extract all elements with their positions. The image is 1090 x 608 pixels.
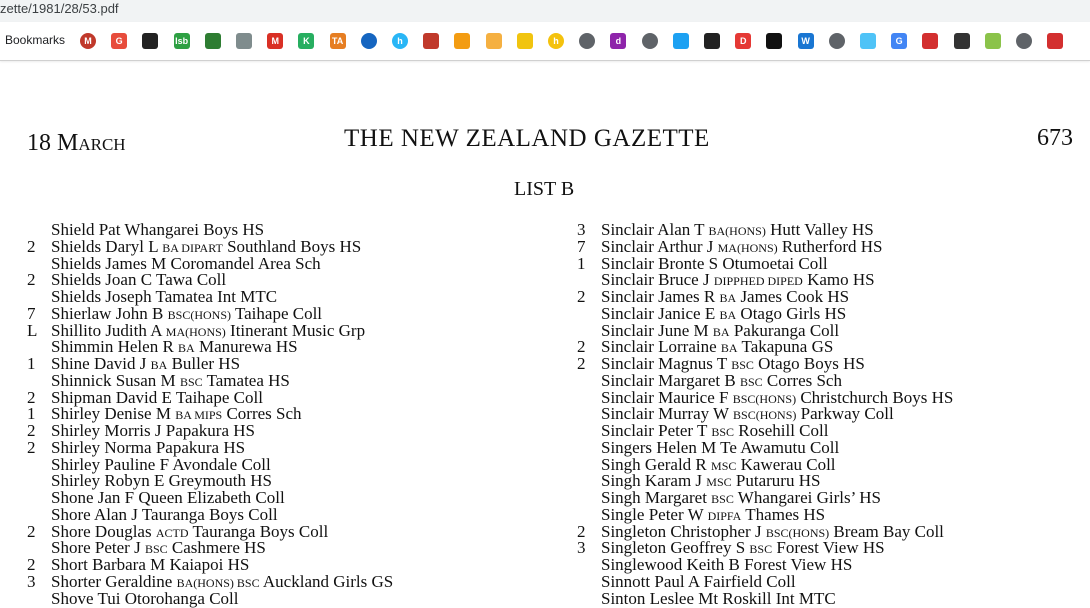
entry-school: Thames HS — [741, 504, 826, 524]
entry-name: Sinclair June M — [601, 320, 713, 340]
entry-qualification: MA(HONS) — [165, 324, 226, 339]
entry-qualification: BSC(HONS) — [167, 307, 231, 322]
entry-school: Pakuranga Coll — [729, 320, 840, 340]
pocket-icon[interactable] — [704, 33, 720, 49]
entry-name: Shields James M — [51, 253, 171, 273]
entry-name: Sinclair Lorraine — [601, 337, 721, 357]
entry-number: 7 — [27, 303, 36, 323]
entry-school: Otago Girls HS — [736, 303, 847, 323]
grey-badge-icon[interactable] — [236, 33, 252, 49]
entry-qualification: BA MIPS — [175, 408, 223, 423]
entry-school: Papakura HS — [155, 437, 246, 457]
entry-school: Papakura HS — [165, 421, 255, 440]
list-entry — [51, 389, 263, 406]
entry-name: Shorter Geraldine — [51, 571, 177, 591]
entry-number: 2 — [27, 555, 36, 574]
entry-name: Sinclair Alan T — [601, 220, 709, 239]
entry-name: Sinclair Bronte S — [601, 253, 723, 273]
entry-number: 7 — [577, 236, 586, 256]
entry-qualification: ACTD — [155, 525, 189, 540]
entry-qualification: MSC — [711, 458, 737, 473]
list-entry — [51, 472, 272, 489]
entry-qualification: BA(HONS) BSC — [176, 575, 260, 590]
entry-school: Manurewa HS — [194, 337, 298, 357]
entry-school: Southland Boys HS — [222, 236, 362, 256]
entry-name: Shields Joseph — [51, 287, 156, 306]
entry-name: Shields Daryl L — [51, 236, 163, 256]
entry-school: Avondale Coll — [172, 454, 271, 474]
xi-icon[interactable] — [954, 33, 970, 49]
green-square-icon[interactable] — [205, 33, 221, 49]
entry-qualification: BA — [719, 307, 737, 322]
url-text[interactable]: zette/1981/28/53.pdf — [0, 1, 119, 16]
list-entry — [601, 573, 796, 590]
list-entry — [601, 590, 836, 607]
entry-school: Taihape Coll — [175, 387, 263, 407]
entry-school: Mt Roskill Int MTC — [698, 588, 836, 608]
lsb-icon[interactable]: lsb — [174, 33, 190, 49]
wordpress-icon[interactable]: W — [798, 33, 814, 49]
entry-school: Forest View HS — [744, 555, 853, 574]
entry-qualification: BSC — [711, 492, 734, 506]
page-number: 673 — [1037, 125, 1073, 151]
entry-school: Otumoetai Coll — [722, 253, 828, 273]
entry-school: Kawerau Coll — [736, 454, 836, 474]
entry-school: Tamatea HS — [202, 370, 290, 390]
list-entry — [51, 271, 226, 288]
twitter-icon[interactable] — [673, 33, 689, 49]
diamond-icon[interactable] — [517, 33, 533, 49]
list-entry — [51, 221, 264, 238]
bookmarks-bar — [0, 22, 1090, 61]
list-entry — [51, 590, 239, 607]
entry-school: Tauranga Boys Coll — [141, 504, 278, 524]
entry-number: 3 — [577, 538, 586, 558]
entry-qualification: BSC — [144, 542, 168, 557]
entry-qualification: BSC(HONS) — [733, 408, 797, 423]
entry-school: Christchurch Boys HS — [796, 387, 954, 407]
entry-number: 2 — [27, 521, 36, 541]
entry-number: L — [27, 320, 38, 340]
x-tool-icon[interactable] — [766, 33, 782, 49]
entry-name: Shield Pat — [51, 220, 125, 239]
entry-number: 1 — [27, 354, 36, 373]
entry-school: Cashmere HS — [167, 538, 266, 558]
entry-school: Parkway Coll — [796, 404, 894, 424]
entry-school: Taihape Coll — [231, 303, 323, 323]
entry-name: Single Peter W — [601, 504, 708, 524]
entry-name: Singh Karam J — [601, 471, 707, 491]
m-circle-icon[interactable]: M — [80, 33, 96, 49]
entry-qualification: DIPPHED DIPED — [713, 274, 803, 289]
pdf-page — [0, 61, 1090, 608]
entry-number: 2 — [27, 437, 36, 457]
pma-icon[interactable] — [454, 33, 470, 49]
entry-name: Shirley Pauline F — [51, 454, 173, 474]
h-yellow-icon[interactable]: h — [548, 33, 564, 49]
entry-name: Sinclair Maurice F — [601, 387, 733, 407]
entry-name: Shillito Judith A — [51, 320, 166, 340]
entry-qualification: MSC — [706, 475, 732, 490]
entry-name: Sinclair Margaret B — [601, 370, 740, 390]
entry-number: 3 — [27, 571, 36, 591]
entry-name: Shore Peter J — [51, 538, 145, 558]
list-entry — [51, 422, 255, 439]
k-icon[interactable]: K — [298, 33, 314, 49]
list-entry — [601, 556, 852, 573]
entry-name: Shimmin Helen R — [51, 337, 179, 357]
entry-name: Sinnott Paul A — [601, 571, 704, 591]
entry-qualification: BSC — [179, 374, 203, 389]
entry-school: James Cook HS — [736, 287, 850, 306]
entry-name: Shields Joan C — [51, 270, 157, 290]
list-entry — [601, 255, 828, 272]
entry-school: Bream Bay Coll — [829, 521, 944, 541]
entry-qualification: BA — [150, 358, 168, 372]
list-entry — [51, 456, 271, 473]
entry-school: Kamo HS — [802, 270, 875, 290]
gazette-title: THE NEW ZEALAND GAZETTE — [344, 125, 710, 152]
entry-school: Coromandel Area Sch — [170, 253, 321, 273]
entry-qualification: BSC(HONS) — [732, 391, 797, 406]
colorful-icon[interactable] — [985, 33, 1001, 49]
entry-school: Corres Sch — [222, 404, 302, 424]
huawei-icon[interactable] — [922, 33, 938, 49]
entry-school: Takapuna GS — [737, 337, 834, 357]
entry-number: 1 — [577, 253, 586, 273]
entry-name: Sinclair Peter T — [601, 421, 712, 440]
google-icon[interactable]: G — [891, 33, 907, 49]
entry-name: Shore Douglas — [51, 521, 156, 541]
list-entry — [601, 439, 839, 456]
network-icon[interactable] — [860, 33, 876, 49]
entry-number: 2 — [577, 337, 586, 357]
entry-name: Sinclair Arthur J — [601, 236, 718, 256]
entry-number: 2 — [27, 387, 36, 407]
entry-name: Singleton Christopher J — [601, 521, 766, 541]
entry-number: 3 — [577, 220, 586, 239]
entry-school: Otago Boys HS — [753, 354, 865, 373]
entry-qualification: BA — [720, 341, 738, 356]
entry-name: Shipman David E — [51, 387, 176, 407]
entry-school: Kaiapoi HS — [169, 555, 250, 574]
entry-qualification: BSC — [731, 358, 754, 372]
list-entry — [51, 439, 245, 456]
entry-school: Tawa Coll — [156, 270, 227, 290]
entry-school: Itinerant Music Grp — [225, 320, 366, 340]
entry-name: Sinclair Magnus T — [601, 354, 732, 373]
entry-school: Forest View HS — [772, 538, 885, 558]
entry-qualification: BA(HONS) — [708, 224, 766, 238]
entry-name: Singh Gerald R — [601, 454, 712, 474]
entry-school: Greymouth HS — [168, 471, 273, 491]
entry-school: Whangarei Girls’ HS — [733, 488, 881, 507]
entry-number: 1 — [27, 404, 36, 424]
entry-name: Singleton Geoffrey S — [601, 538, 750, 558]
entry-name: Shine David J — [51, 354, 151, 373]
g-logo-icon[interactable]: G — [111, 33, 127, 49]
entry-name: Shierlaw John B — [51, 303, 168, 323]
entry-qualification: BA — [178, 341, 195, 356]
h-circle-icon[interactable]: h — [392, 33, 408, 49]
entry-qualification: BSC — [739, 374, 763, 389]
entry-name: Shirley Robyn E — [51, 471, 169, 491]
entry-qualification: MA(HONS) — [717, 240, 778, 255]
bookmarks-label[interactable]: Bookmarks — [5, 33, 66, 47]
globe-icon-2[interactable] — [642, 33, 658, 49]
d-purple-icon[interactable]: d — [610, 33, 626, 49]
entry-school: Fairfield Coll — [703, 571, 796, 591]
entry-number: 2 — [27, 270, 36, 290]
flag-icon[interactable] — [423, 33, 439, 49]
d-red-icon[interactable]: D — [735, 33, 751, 49]
address-bar[interactable] — [0, 0, 1090, 22]
entry-school: Hutt Valley HS — [765, 220, 874, 239]
entry-name: Sinclair James R — [601, 287, 720, 306]
globe-icon-3[interactable] — [829, 33, 845, 49]
entry-name: Sinclair Murray W — [601, 404, 734, 424]
entry-qualification: BA — [712, 324, 730, 339]
globe-icon[interactable] — [579, 33, 595, 49]
entry-name: Shirley Norma — [51, 437, 156, 457]
entry-name: Shirley Denise M — [51, 404, 176, 424]
entry-school: Auckland Girls GS — [259, 571, 394, 591]
globe-icon-4[interactable] — [1016, 33, 1032, 49]
entry-school: Te Awamutu Coll — [720, 437, 840, 457]
gazette-date: 18 March — [27, 130, 126, 156]
list-entry — [51, 288, 277, 305]
list-entry — [51, 489, 285, 506]
entry-name: Shirley Morris J — [51, 421, 166, 440]
entry-number: 2 — [577, 354, 586, 373]
entry-school: Tamatea Int MTC — [155, 287, 278, 306]
huawei-icon-2[interactable] — [1047, 33, 1063, 49]
ta-icon[interactable]: TA — [330, 33, 346, 49]
entry-number: 2 — [577, 287, 586, 306]
gmail-100-icon[interactable]: M — [267, 33, 283, 49]
entry-qualification: BSC(HONS) — [765, 525, 830, 540]
entry-name: Sinton Leslee — [601, 588, 699, 608]
entry-name: Singers Helen M — [601, 437, 721, 457]
entry-school: Tauranga Boys Coll — [188, 521, 329, 541]
entry-qualification: BSC — [711, 425, 735, 439]
entry-qualification: BA — [719, 291, 737, 305]
entry-school: Putaruru HS — [731, 471, 821, 491]
entry-number: 2 — [27, 421, 36, 440]
entry-qualification: DIPFA — [707, 508, 742, 523]
blue-moon-icon[interactable] — [361, 33, 377, 49]
list-entry — [51, 506, 278, 523]
entry-name: Shinnick Susan M — [51, 370, 180, 390]
entry-school: Buller HS — [167, 354, 241, 373]
entry-qualification: BSC — [749, 542, 773, 557]
weather-icon[interactable] — [486, 33, 502, 49]
entry-name: Shore Alan J — [51, 504, 142, 524]
list-title: LIST B — [514, 178, 575, 200]
entry-school: Queen Elizabeth Coll — [138, 488, 285, 507]
entry-name: Sinclair Janice E — [601, 303, 720, 323]
entry-name: Singh Margaret — [601, 488, 712, 507]
dark-square-icon[interactable] — [142, 33, 158, 49]
list-entry — [51, 255, 321, 272]
entry-school: Rutherford HS — [777, 236, 883, 256]
entry-number: 2 — [577, 521, 586, 541]
entry-qualification: BA DIPART — [162, 240, 223, 255]
entry-name: Short Barbara M — [51, 555, 170, 574]
entry-school: Otorohanga Coll — [124, 588, 239, 608]
entry-school: Corres Sch — [762, 370, 842, 390]
entry-school: Rosehill Coll — [734, 421, 829, 440]
entry-name: Shone Jan F — [51, 488, 139, 507]
entry-name: Shove Tui — [51, 588, 125, 608]
entry-name: Singlewood Keith B — [601, 555, 745, 574]
entry-number: 2 — [27, 236, 36, 256]
entry-name: Sinclair Bruce J — [601, 270, 714, 290]
list-entry — [51, 556, 249, 573]
entry-school: Whangarei Boys HS — [124, 220, 265, 239]
